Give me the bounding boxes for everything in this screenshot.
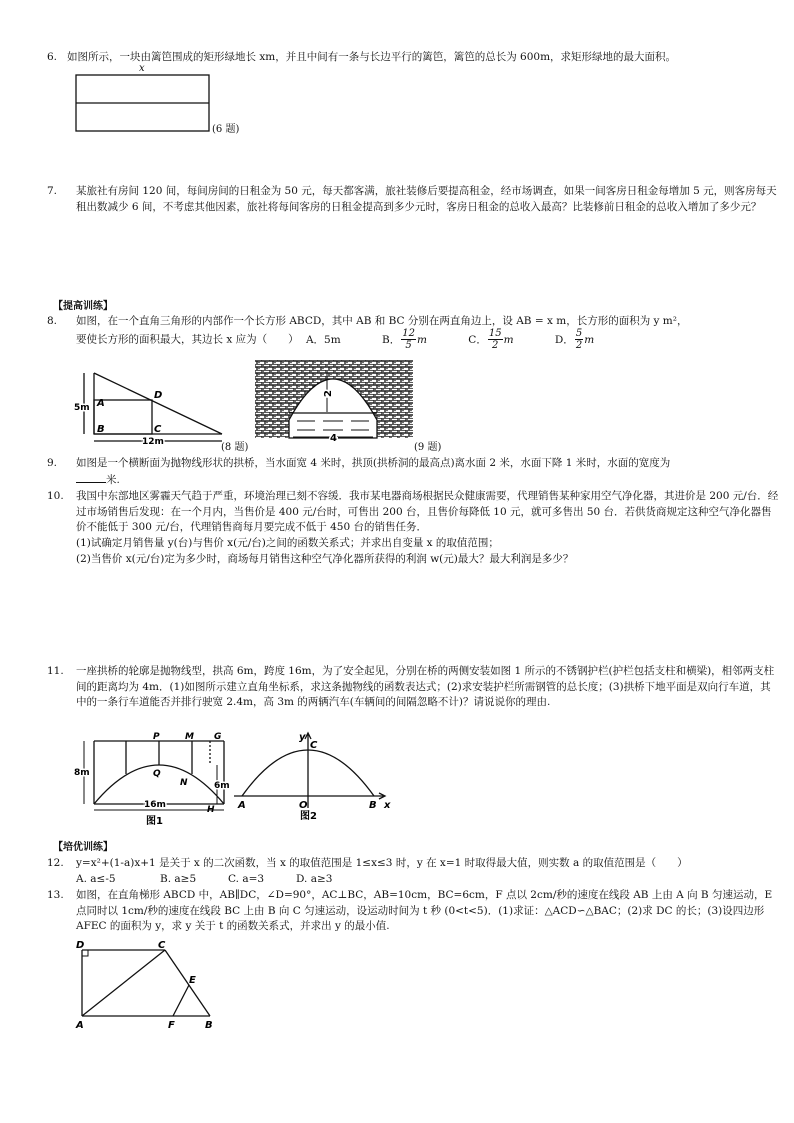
q8-option-c-fraction bbox=[488, 328, 503, 351]
question-7 bbox=[47, 184, 781, 215]
q11-figure-1 bbox=[74, 728, 238, 828]
q8-option-d bbox=[554, 328, 595, 351]
question-6 bbox=[47, 50, 752, 66]
section-excel-heading: 【培优训练】 bbox=[53, 842, 113, 853]
q10-sub-1: (1)试确定月销售量 y(台)与售价 x(元/台)之间的函数关系式；并求出自变量 x 的取值范围； bbox=[76, 537, 499, 549]
q6-fig-x-label: x bbox=[139, 63, 145, 74]
q11-fig2-label-y: y bbox=[299, 732, 306, 743]
q10-number: 10. bbox=[47, 490, 64, 502]
q11-figure-2 bbox=[232, 728, 398, 828]
q13-text: 如图，在直角梯形 ABCD 中，AB∥DC，∠D=90°，AC⊥BC，AB=10cm，BC=6cm，F 点以 2cm/秒的速度在线段 AB 上由 A 向 B 匀速运动，E 点同时以 1cm/秒的速度在线段 BC 上由 B 向 C 匀速运动，设运动时间为 t 秒 (0<t<5)．(1)求证：△ACD∽△BAC；(2)求 DC 的长；(3)设四边形 AFEC 的面积为 y，求 y 关于 t 的函数关系式，并求出 y 的最小值. bbox=[76, 889, 773, 932]
q13-label-c: C bbox=[158, 940, 166, 951]
q13-label-b: B bbox=[205, 1020, 213, 1031]
q8-option-d-numerator: 5 bbox=[575, 328, 583, 339]
q6-number: 6. bbox=[47, 51, 58, 63]
q8-line-2 bbox=[76, 328, 594, 351]
q8-figure bbox=[72, 368, 230, 450]
q11-fig2-label-c: C bbox=[310, 740, 318, 751]
q11-fig2-label-a: A bbox=[238, 800, 246, 811]
q6-caption: (6 题) bbox=[212, 124, 240, 135]
q12-number: 12. bbox=[47, 857, 64, 869]
q8-option-d-denominator: 2 bbox=[575, 340, 583, 351]
q9-height-label: 2 bbox=[323, 390, 334, 397]
q12-options bbox=[76, 872, 332, 888]
q9-width-label: 4 bbox=[330, 433, 337, 442]
q6-text: 如图所示，一块由篱笆围成的矩形绿地长 xm，并且中间有一条与长边平行的篱笆，篱笆的总长为 600m，求矩形绿地的最大面积。 bbox=[67, 51, 677, 63]
q8-option-b-numerator: 12 bbox=[402, 328, 415, 339]
q12-option-c: C. a=3 bbox=[228, 873, 265, 885]
q8-option-b-denominator: 5 bbox=[405, 340, 412, 351]
question-13 bbox=[47, 888, 781, 935]
q8-label-b: B bbox=[97, 424, 105, 435]
question-12 bbox=[47, 856, 752, 872]
q8-option-c-unit: m bbox=[503, 333, 514, 346]
q11-fig1-label-h: H bbox=[207, 805, 215, 815]
q11-fig2-label-x: x bbox=[384, 800, 391, 811]
q13-figure bbox=[72, 936, 220, 1032]
q8-label-c: C bbox=[154, 424, 162, 435]
q13-side-cb bbox=[165, 950, 210, 1016]
q7-text: 某旅社有房间 120 间，每间房间的日租金为 50 元，每天都客满，旅社装修后要提高租金，经市场调查，如果一间客房日租金每增加 5 元，则客房每天租出数减少 6 间，不考虑其他因素，旅社将每间客房的日租金提高到多少元时，客房日租金的总收入最高？比装修前日租金的总收入增加了多少元？ bbox=[76, 185, 777, 213]
q9-number: 9. bbox=[47, 457, 58, 469]
q8-number: 8. bbox=[47, 315, 58, 327]
q8-option-c-numerator: 15 bbox=[488, 328, 502, 339]
q8-width-label: 12m bbox=[142, 437, 164, 447]
q8-text-2: 要使长方形的面积最大，其边长 x 应为（ ） bbox=[76, 333, 299, 346]
q8-option-d-unit: m bbox=[584, 333, 595, 346]
q10-text: 我国中东部地区雾霾天气趋于严重，环境治理已刻不容缓．我市某电器商场根据民众健康需要，代理销售某种家用空气净化器，其进价是 200 元/台．经过市场销售后发现：在一个月内，当售价是 400 元/台时，可售出 200 台，且售价每降低 10 元，就可多售出 50 台．若供货商规定这种空气净化器售价不能低于 300 元/台，代理销售商每月要完成不低于 450 台的销售任务． bbox=[76, 490, 779, 533]
q8-option-b-fraction bbox=[401, 328, 416, 351]
q9-caption: (9 题) bbox=[414, 442, 442, 453]
q11-number: 11. bbox=[47, 665, 64, 677]
q11-fig1-8m: 8m bbox=[74, 768, 90, 778]
q11-fig1-16m: 16m bbox=[144, 800, 166, 810]
section-improve-heading: 【提高训练】 bbox=[53, 301, 113, 312]
q8-label-d: D bbox=[154, 390, 163, 401]
q13-diagonal-ac bbox=[82, 950, 165, 1016]
q11-fig1-label-g: G bbox=[214, 732, 222, 742]
q8-option-c bbox=[468, 328, 517, 351]
q8-text-1: 如图，在一个直角三角形的内部作一个长方形 ABCD，其中 AB 和 BC 分别在两直角边上，设 AB = x m，长方形的面积为 y m²， bbox=[76, 315, 688, 327]
q12-option-a: A. a≤-5 bbox=[76, 873, 116, 885]
q8-option-b-unit: m bbox=[416, 333, 427, 346]
q13-segment-fe bbox=[173, 985, 189, 1016]
q8-option-d-label: D． bbox=[554, 333, 574, 346]
q8-option-c-denominator: 2 bbox=[492, 340, 499, 351]
q11-fig1-label-p: P bbox=[153, 732, 160, 742]
q8-caption: (8 题) bbox=[221, 442, 249, 453]
q13-number: 13. bbox=[47, 889, 64, 901]
q11-fig1-caption: 图1 bbox=[146, 816, 163, 827]
q11-fig2-caption: 图2 bbox=[300, 811, 317, 822]
q9-tail: 米. bbox=[106, 473, 120, 486]
q8-label-a: A bbox=[97, 398, 105, 409]
q12-option-d: D. a≥3 bbox=[296, 873, 333, 885]
q8-option-b bbox=[382, 328, 430, 351]
q8-option-d-fraction bbox=[575, 328, 583, 351]
q11-fig1-label-n: N bbox=[180, 778, 188, 788]
q8-option-c-label: C． bbox=[468, 333, 487, 346]
q7-number: 7. bbox=[47, 185, 58, 197]
q10-sub-2: (2)当售价 x(元/台)定为多少时，商场每月销售这种空气净化器所获得的利润 w(元)最大？最大利润是多少？ bbox=[76, 553, 574, 565]
q8-height-label: 5m bbox=[74, 403, 90, 413]
q8-option-b-label: B． bbox=[382, 333, 401, 346]
q11-text: 一座拱桥的轮廓是抛物线型，拱高 6m，跨度 16m，为了安全起见，分别在桥的两侧安装如图 1 所示的不锈钢护栏(护栏包括支柱和横梁)，相邻两支柱间的距离均为 4m．(1)如图所示建立直角坐标系，求这条抛物线的函数表达式；(2)求安装护栏所需钢管的总长度；(3)拱桥下地平面是双向行车道，其中的一条行车道能否并排行驶宽 2.4m，高 3m 的两辆汽车(车辆间的间隔忽略不计)？请说说你的理由. bbox=[76, 665, 775, 708]
q11-fig2-label-o: O bbox=[299, 800, 308, 811]
q11-fig2-label-b: B bbox=[369, 800, 377, 811]
q9-answer-blank bbox=[76, 472, 106, 483]
question-9 bbox=[47, 456, 781, 488]
q11-fig1-label-m: M bbox=[185, 732, 194, 742]
q12-text: y=x²+(1-a)x+1 是关于 x 的二次函数，当 x 的取值范围是 1≤x≤3 时，y 在 x=1 时取得最大值，则实数 a 的取值范围是（ ） bbox=[76, 857, 688, 869]
q13-label-f: F bbox=[168, 1020, 175, 1031]
q11-fig1-label-q: Q bbox=[153, 769, 161, 779]
question-10 bbox=[47, 489, 781, 536]
question-11 bbox=[47, 664, 781, 711]
q12-option-b: B. a≥5 bbox=[160, 873, 197, 885]
q8-option-a: A．5m bbox=[305, 333, 341, 346]
q9-text: 如图是一个横断面为抛物线形状的拱桥，当水面宽 4 米时，拱顶(拱桥洞的最高点)离水面 2 米，水面下降 1 米时，水面的宽度为 bbox=[76, 457, 671, 469]
q13-label-e: E bbox=[189, 975, 196, 986]
q11-fig1-6m: 6m bbox=[214, 781, 230, 791]
q9-figure bbox=[253, 358, 415, 442]
q13-label-d: D bbox=[76, 940, 85, 951]
q6-figure bbox=[75, 74, 211, 132]
q13-label-a: A bbox=[76, 1020, 84, 1031]
